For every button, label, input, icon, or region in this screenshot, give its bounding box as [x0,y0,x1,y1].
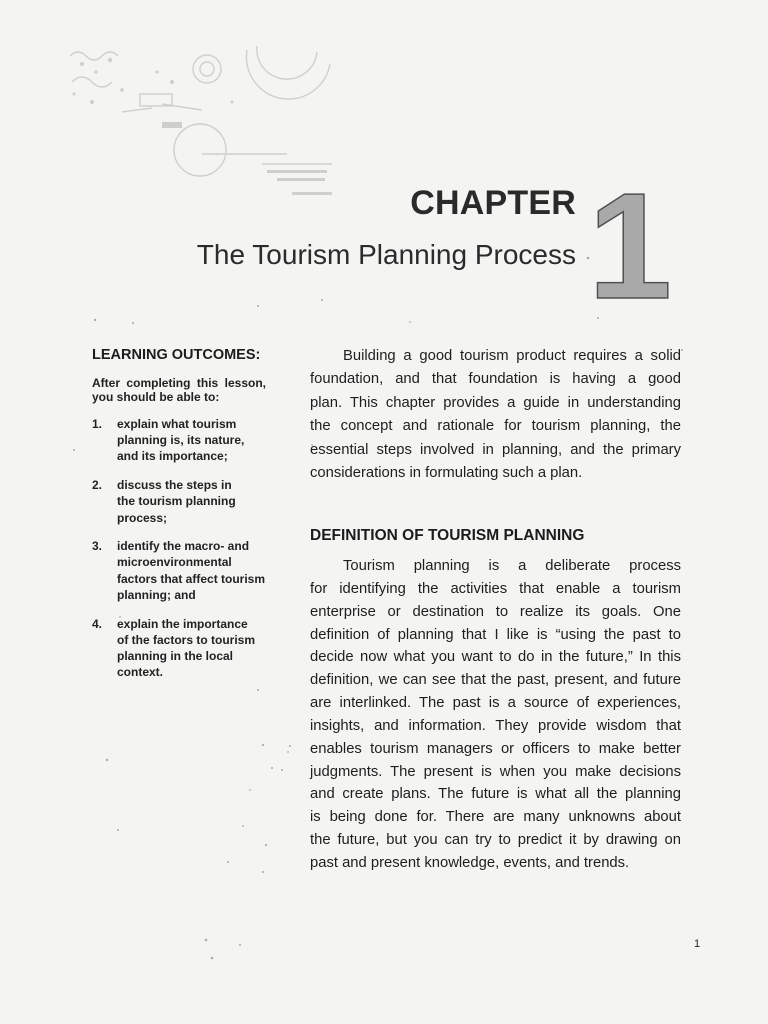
learning-outcomes-intro [92,376,266,404]
learning-outcome-text [117,538,265,603]
chapter-label: CHAPTER [410,184,576,222]
learning-outcome-text [117,416,244,465]
learning-outcome-line: discuss the steps in [117,478,232,493]
learning-outcome-number: 1. [92,417,103,431]
learning-outcome-text [117,477,236,526]
learning-outcome-line: process; [117,510,168,525]
definition-paragraph-line: is being done for. There are many unknowns about [310,809,681,826]
learning-outcome-item [92,616,266,681]
page-number: 1 [694,938,701,950]
learning-outcomes [92,346,266,693]
intro-paragraph-line: considerations in formulating such a plan. [310,465,583,482]
intro-paragraph-line: plan. This chapter provides a guide in understanding [310,394,681,411]
learning-outcome-item [92,477,266,526]
definition-paragraph-line: and create plans. The future is what all the planning [310,786,681,803]
learning-outcome-line: microenvironmental [117,555,232,570]
learning-outcome-line: planning; and [117,587,196,602]
definition-paragraph [310,555,681,875]
learning-outcome-line: factors that affect tourism [117,571,266,586]
definition-paragraph-line: for identifying the activities that enable a tourism [310,580,681,597]
learning-outcome-line: and its importance; [117,449,228,464]
definition-paragraph-line: definition, we can see that the past, present, and future [310,672,681,689]
learning-outcome-line: planning in the local [117,648,234,663]
intro-line: After completing this lesson, [92,376,266,390]
definition-paragraph-line: are interlinked. The past is a source of experiences, [310,695,681,712]
intro-paragraph-line: foundation, and that foundation is having a good [310,371,681,388]
learning-outcome-number: 4. [92,616,103,631]
chapter-number: 1 [588,161,672,330]
definition-paragraph-line: past and present knowledge, events, and trends. [310,854,630,871]
learning-outcome-line: identify the macro- and [117,539,250,554]
learning-outcome-line: context. [117,665,164,680]
definition-paragraph-line: insights, and information. They provide wisdom that [310,717,681,734]
definition-paragraph-line: the future, but you can try to predict it by drawing on [310,832,681,849]
definition-paragraph-line: definition of planning that I like is “using the past to [310,626,681,643]
learning-outcome-item [92,416,266,465]
learning-outcomes-heading: LEARNING OUTCOMES: [92,347,261,363]
definition-paragraph-line: judgments. The present is when you make decisions [310,763,681,780]
learning-outcomes-list [92,416,266,680]
learning-outcome-line: explain the importance [117,616,248,631]
learning-outcome-text [117,616,255,681]
learning-outcome-line: the tourism planning [117,494,236,509]
definition-paragraph-line: Tourism planning is a deliberate process [343,558,681,574]
chapter-title: The Tourism Planning Process [196,239,576,270]
intro-line: you should be able to: [92,390,220,404]
intro-paragraph-line: the concept and rationale for tourism planning, the [310,418,681,435]
intro-paragraph-line: essential steps involved in planning, and the primary [310,441,681,458]
definition-paragraph-line: decide now what you want to do in the future,” In this [310,649,681,666]
intro-paragraph-line: Building a good tourism product requires a solid [343,348,681,364]
learning-outcome-number: 3. [92,539,103,554]
learning-outcome-line: of the factors to tourism [117,632,256,647]
definition-paragraph-line: enterprise or destination to realize its goals. One [310,603,681,620]
learning-outcome-number: 2. [92,478,103,493]
section-heading: DEFINITION OF TOURISM PLANNING [310,527,585,544]
learning-outcome-item [92,538,266,603]
definition-paragraph-line: enables tourism managers or officers to make better [310,740,681,757]
learning-outcome-line: explain what tourism [117,417,237,431]
learning-outcome-line: planning is, its nature, [117,433,245,448]
intro-paragraph [310,345,681,485]
